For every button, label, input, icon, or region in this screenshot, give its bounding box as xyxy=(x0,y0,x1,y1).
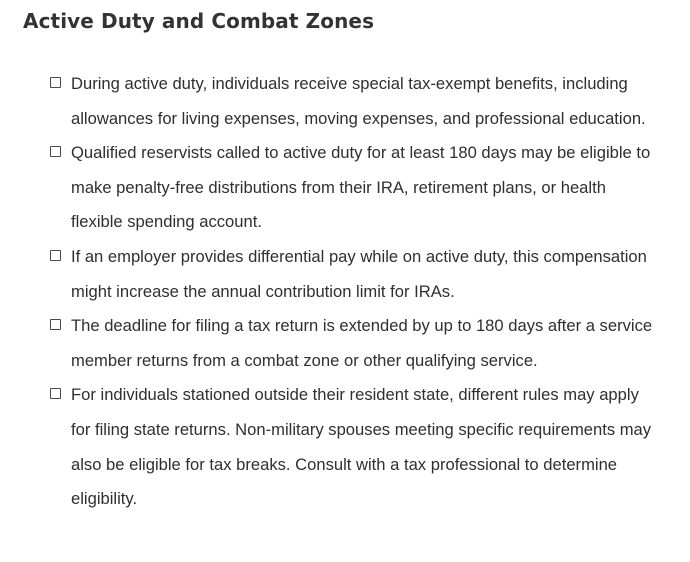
checklist xyxy=(0,67,690,517)
checklist-item xyxy=(0,378,690,516)
checkbox-icon[interactable] xyxy=(50,250,61,261)
checklist-item xyxy=(0,309,690,378)
checkbox-icon[interactable] xyxy=(50,388,61,399)
checkbox-icon[interactable] xyxy=(50,319,61,330)
checkbox-icon[interactable] xyxy=(50,77,61,88)
checklist-item-text: If an employer provides differential pay while on active duty, this compensation might increase the annual contribution limit for IRAs. xyxy=(71,246,647,301)
checklist-item-text: During active duty, individuals receive special tax-exempt benefits, including allowances for living expenses, moving expenses, and professional education. xyxy=(71,74,646,128)
checklist-item-text: Qualified reservists called to active duty for at least 180 days may be eligible to make penalty-free distributions from their IRA, retirement plans, or health flexible spending account. xyxy=(71,143,651,232)
checklist-item-text: The deadline for filing a tax return is extended by up to 180 days after a service member returns from a combat zone or other qualifying service. xyxy=(71,316,653,370)
checklist-item xyxy=(0,240,690,309)
section-title: Active Duty and Combat Zones xyxy=(23,9,375,33)
checklist-item xyxy=(0,136,690,240)
checklist-item-text: For individuals stationed outside their resident state, different rules may apply for filing state returns. Non-military spouses meeting specific requirements may also be eligible for tax breaks. Consult with a tax professional to determine eligibility. xyxy=(71,385,652,509)
checkbox-icon[interactable] xyxy=(50,146,61,157)
checklist-item xyxy=(0,67,690,136)
